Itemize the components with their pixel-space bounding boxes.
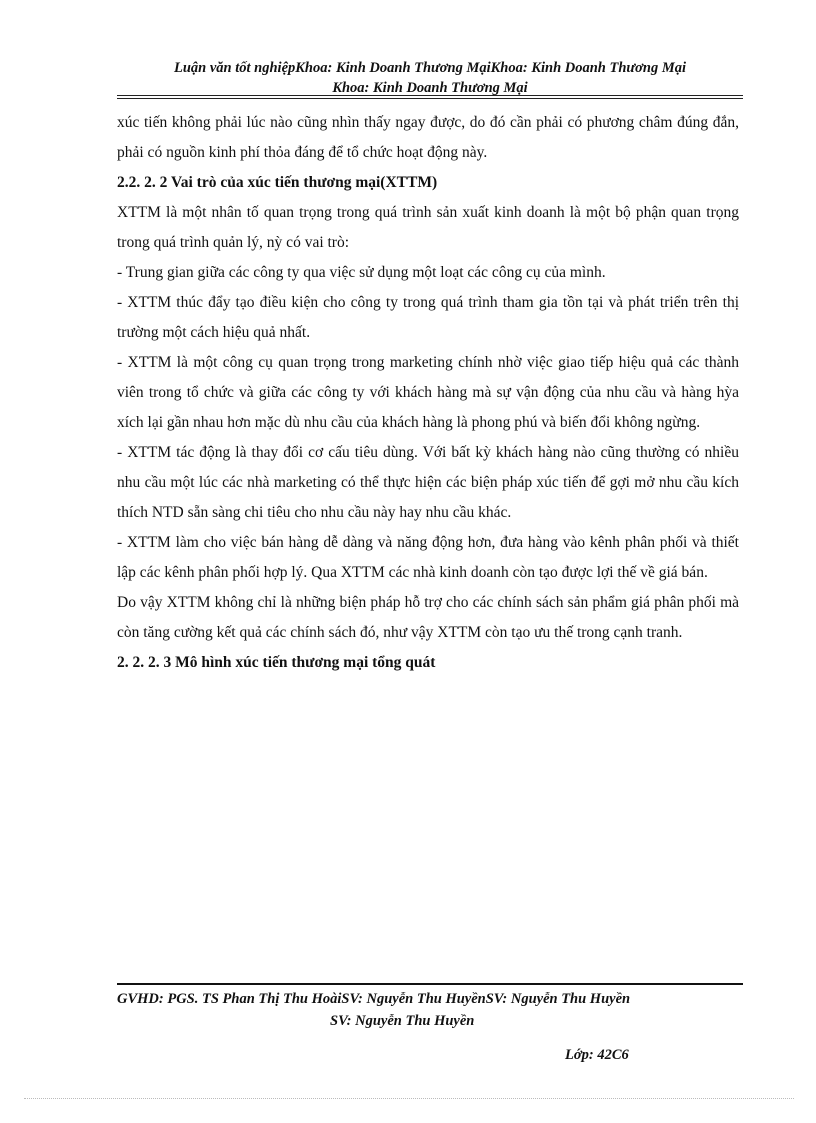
header-line-1: Luận văn tốt nghiệpKhoa: Kinh Doanh Thương MạiKhoa: Kinh Doanh Thương Mại: [174, 60, 686, 76]
paragraph: Do vậy XTTM không chỉ là những biện pháp hỗ trợ cho các chính sách sản phẩm giá phân phối mà còn tăng cường kết quả các chính sách đó, như vậy XTTM còn tạo ưu thế trong cạnh tranh.: [117, 594, 739, 641]
header-divider: [117, 95, 743, 99]
paragraph: - Trung gian giữa các công ty qua việc sử dụng một loạt các công cụ của mình.: [117, 264, 606, 281]
section-heading: 2. 2. 2. 3 Mô hình xúc tiến thương mại tổng quát: [117, 654, 436, 671]
footer-divider: [117, 983, 743, 985]
footer-line-2: SV: Nguyễn Thu Huyền: [330, 1013, 475, 1029]
paragraph: - XTTM là một công cụ quan trọng trong marketing chính nhờ việc giao tiếp hiệu quả các thành viên trong tổ chức và giữa các công ty với khách hàng mà sự vận động của nhu cầu và hàng hỳa xích lại gần nhau hơn mặc dù nhu cầu của khách hàng là phong phú và biến đổi không ngừng.: [117, 354, 739, 431]
paragraph: - XTTM làm cho việc bán hàng dễ dàng và năng động hơn, đưa hàng vào kênh phân phối và thiết lập các kênh phân phối hợp lý. Qua XTTM các nhà kinh doanh còn tạo được lợi thế về giá bán.: [117, 534, 739, 581]
paragraph: xúc tiến không phải lúc nào cũng nhìn thấy ngay được, do đó cần phải có phương châm đúng đắn, phải có nguồn kinh phí thỏa đáng để tổ chức hoạt động này.: [117, 114, 739, 161]
page-header: [117, 58, 743, 98]
paragraph: - XTTM tác động là thay đổi cơ cấu tiêu dùng. Với bất kỳ khách hàng nào cũng thường có nhiều nhu cầu một lúc các nhà marketing có thể thực hiện các biện pháp xúc tiến để gợi mở nhu cầu kích thích NTD sẵn sàng chi tiêu cho nhu cầu này hay nhu cầu khác.: [117, 444, 739, 521]
page-edge: [24, 1098, 794, 1099]
paragraph: XTTM là một nhân tố quan trọng trong quá trình sản xuất kinh doanh là một bộ phận quan trọng trong quá trình quản lý, nỳ có vai trò:: [117, 204, 739, 251]
page-footer: [117, 988, 743, 1066]
footer-class: Lớp: 42C6: [565, 1047, 629, 1063]
section-heading: 2.2. 2. 2 Vai trò của xúc tiến thương mại(XTTM): [117, 174, 438, 191]
document-body: [117, 108, 739, 678]
header-line-2: Khoa: Kinh Doanh Thương Mại: [332, 80, 528, 96]
paragraph: - XTTM thúc đẩy tạo điều kiện cho công ty trong quá trình tham gia tồn tại và phát triển trên thị trường một cách hiệu quả nhất.: [117, 294, 739, 341]
footer-line-1: GVHD: PGS. TS Phan Thị Thu HoàiSV: Nguyễn Thu HuyềnSV: Nguyễn Thu Huyền: [117, 991, 631, 1007]
